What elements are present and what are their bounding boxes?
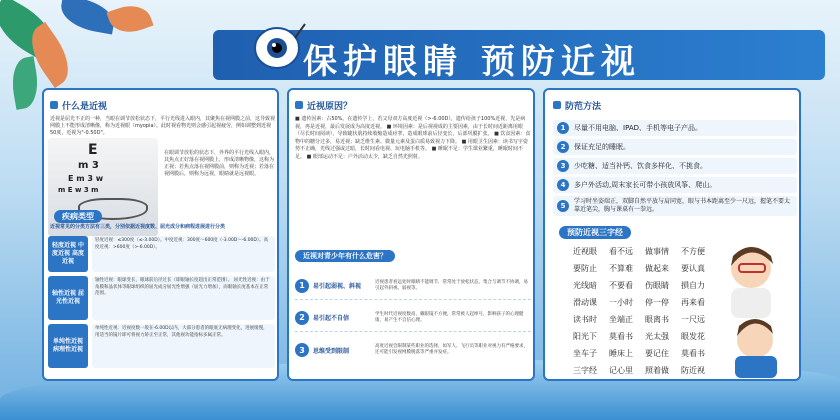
chart-line: m E w 3 m (58, 186, 99, 194)
harm-number: 1 (295, 279, 309, 293)
intro-text: 近视是屈光不正的一种，当眼在调节放松状态下，平行光线进入眼内，其聚焦在视网膜之前，这导致视网膜上不能形成清晰像，称为近视眼（myopia）。此时视看物光则会感引起视疲劳，例如调整到近视50度，近视为"-0.50D"。 (50, 116, 276, 136)
verse-phrase: 做起来 (645, 264, 669, 273)
item-text: 保证充足的睡眠。 (574, 143, 630, 151)
item-text: 少吃糖、适当补钙、饮食多样化、不挑食。 (574, 162, 707, 170)
harm-text: 近视患者看远处时眼睛不能调节，常常处于放松状态，集合与调节不协调，易引起外斜视、弱视等。 (375, 279, 528, 291)
chart-line: m 3 (78, 160, 99, 171)
table-row (48, 276, 275, 320)
causes-text: ■ 遗传因素：占50%。在遗传学上，若父母双方高度近视（>-6.00D），遗传给孩子100%近视，先是病视，再是近视，最后发展成为高度近视。 ■ 环境因素：是后视视成的主要因素，由于长时间近距离用眼（尽长时间阅读），导致睫状肌持续收缩造成痉挛，造成眼球前后径变长，后部巩膜扩张。 ■ 饮食因素：食物中的糖分过多，易近视；缺乏维生素、微量元素及蛋白质易致视力下降。 ■ 用眼卫生因素：读书写字姿势不正确，光线过强或过暗，长时间看电视、玩电脑手机等。 ■ 睡眠不足：学生课业繁重，睡眠时间不足。 ■ 眼部运动不足：户外活动太少，缺乏自然光照射。 (295, 116, 531, 160)
verse-phrase: 防近视 (681, 366, 705, 375)
verse-phrase: 莫看书 (681, 349, 705, 358)
panel-myopia-causes (287, 88, 535, 381)
bullet-icon (50, 101, 58, 109)
verse-phrase: 坐端正 (609, 315, 633, 324)
harm-text: 高度近视会限制某些职业的选择，如军人、飞行员等职业对视力有严格要求，还可能引发视网膜脱落等严重并发症。 (375, 344, 528, 355)
verse-phrase: 停一停 (645, 298, 669, 307)
verse-phrase: 一小时 (609, 298, 633, 307)
item-text: 多户外活动,周末家长可带小孩放风筝、爬山。 (574, 181, 717, 189)
verse-phrase: 眼离书 (645, 315, 669, 324)
verse-phrase: 睡床上 (609, 349, 633, 358)
chart-line: E (88, 142, 98, 158)
verse-phrase: 不方便 (681, 247, 705, 256)
verse-phrase: 要认真 (681, 264, 705, 273)
section-title: 近视原因？ (307, 101, 353, 112)
row-label: 轻度近视 中度近视 高度近视 (48, 236, 88, 272)
verse-phrase: 照着做 (645, 366, 669, 375)
list-item (553, 120, 797, 136)
item-number: 2 (557, 141, 569, 153)
row-text: 轻度近视：≤300度（≤-3.00D）。中度近视：300度～600度（-3.00D～-6.00D）。高度近视：>600度（>-6.00D）。 (92, 236, 275, 272)
section-title: 防范方法 (565, 101, 602, 112)
verse-phrase: 读书时 (573, 315, 597, 324)
harm-item (295, 272, 531, 300)
types-pill: 疾病类型 (54, 210, 102, 223)
verse-phrase: 要记住 (645, 349, 669, 358)
table-row (48, 324, 275, 368)
verse-phrase: 近视眼 (573, 247, 597, 256)
verse-phrase: 要防止 (573, 264, 597, 273)
children-illustration-icon (721, 238, 791, 378)
verse-phrase: 光太强 (645, 332, 669, 341)
verse-phrase: 不算难 (609, 264, 633, 273)
table-row (48, 236, 275, 272)
list-item (553, 158, 797, 174)
side-text: 在眼调节放松的状态下，外界的平行光线入眼内，其焦点正好落在视网膜上，形成清晰物像，这称为正视；若焦点落在视网膜前，则称为近视；若落在视网膜后，则称为远视，眼睛就是远视眼。 (164, 150, 275, 177)
panel-prevention (543, 88, 801, 381)
verse-phrase: 做事情 (645, 247, 669, 256)
harm-pill: 近视对青少年有什么危害？ (295, 250, 395, 262)
eye-mascot-icon (247, 18, 307, 78)
prevention-list (553, 120, 797, 216)
list-item (553, 177, 797, 193)
harm-item (295, 336, 531, 364)
row-label: 轴性近视 屈光性近视 (48, 276, 88, 320)
harm-title: 易引起弱视、斜视 (313, 283, 362, 290)
verse-phrase: 光线暗 (573, 281, 597, 290)
harm-title: 易引起不自信 (313, 315, 350, 322)
verse-phrase: 看不远 (609, 247, 633, 256)
types-intro: 近视常见的分类方法有三类，分别依据近视度数、屈光成分和病程进展进行分类 (50, 224, 226, 230)
section-title: 什么是近视 (62, 101, 108, 112)
list-item (553, 196, 797, 216)
item-number: 1 (557, 122, 569, 134)
row-label: 单纯性近视 病理性近视 (48, 324, 88, 368)
section-heading (295, 98, 352, 112)
section-heading (553, 98, 601, 112)
item-text: 尽量不用电脑、IPAD、手机等电子产品。 (574, 124, 703, 132)
bullet-icon (295, 101, 303, 109)
verse-phrase: 眼发花 (681, 332, 705, 341)
harm-item (295, 304, 531, 332)
verse-phrase: 坐车子 (573, 349, 597, 358)
item-number: 5 (557, 200, 569, 212)
panel-what-is-myopia (42, 88, 279, 381)
harm-number: 2 (295, 311, 309, 325)
list-item (553, 139, 797, 155)
item-text: 学习时坐姿端正，双脚自然平放与肩同宽，眼与书本距离至少一尺远，握笔不要太靠近笔尖，胸与课桌有一拳远。 (574, 198, 791, 213)
item-number: 4 (557, 179, 569, 191)
harm-text: 学生时代近视度数高，戴眼镜不方便，常常被人起绰号，影响孩子的心理健康，易产生不自信心理。 (375, 311, 524, 323)
bullet-icon (553, 101, 561, 109)
verse-pill: 预防近视三字经 (559, 226, 631, 239)
verse-phrase: 再来看 (681, 298, 705, 307)
verse-phrase: 莫看书 (609, 332, 633, 341)
verse-phrase: 損自力 (681, 281, 705, 290)
types-table (48, 236, 275, 368)
verse-grid (567, 246, 711, 376)
harm-number: 3 (295, 343, 309, 357)
chart-line: E m 3 w (68, 174, 104, 183)
harm-title: 思维受到限制 (313, 347, 350, 355)
verse-phrase: 阳光下 (573, 332, 597, 341)
verse-phrase: 三字经 (573, 366, 597, 375)
item-number: 3 (557, 160, 569, 172)
row-text: 单纯性近视：近视度数一般在-6.00D以内，大部分患者的眼底无病理变化，进展缓慢，用适当的镜片即可将视力矫正至正常，其他视功能指标多属正常。 (92, 324, 275, 368)
verse-phrase: 一尺远 (681, 315, 705, 324)
verse-phrase: 滑动课 (573, 298, 597, 307)
row-text: 轴性近视：眼球变长，眼球前后径过长（即眼轴长度超出正常范围）。 屈光性近视：由于角膜和晶状体等眼球组织的屈光成分屈光性增强（屈光力增加），而眼轴长度基本在正常范围。 (92, 276, 275, 320)
section-heading (50, 98, 107, 112)
page-title: 保护眼睛 预防近视 (303, 42, 641, 82)
verse-phrase: 伤眼睛 (645, 281, 669, 290)
verse-phrase: 不要看 (609, 281, 633, 290)
verse-phrase: 记心里 (609, 366, 633, 375)
